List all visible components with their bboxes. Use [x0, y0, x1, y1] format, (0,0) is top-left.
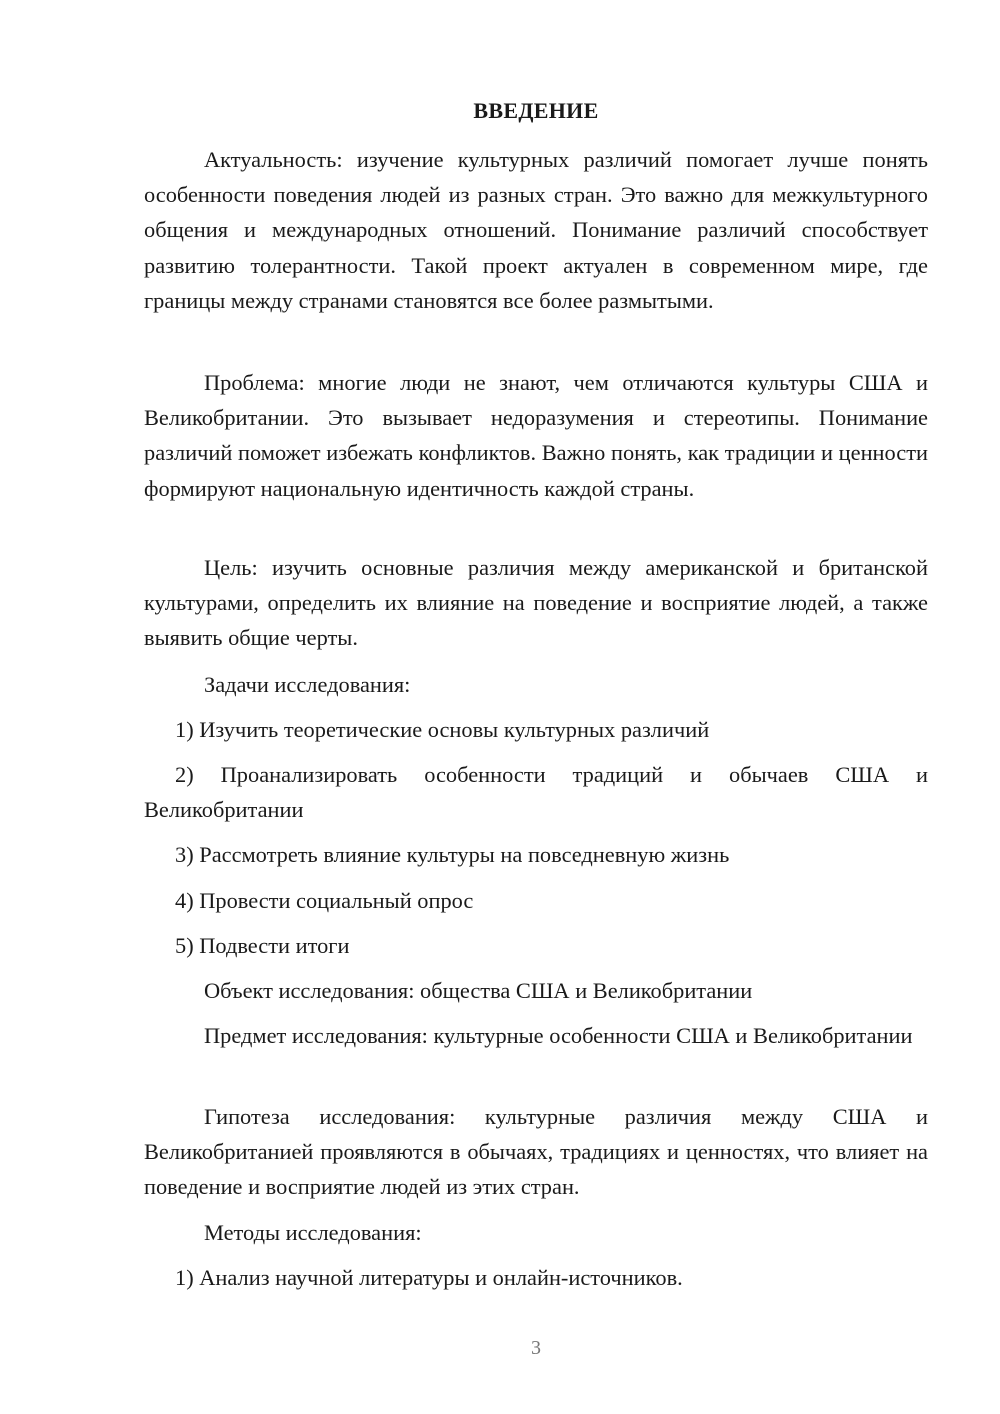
problem-paragraph: Проблема: многие люди не знают, чем отличаются культуры США и Великобритании. Это вызывает недоразумения и стереотипы. Понимание различий поможет избежать конфликтов. Важно понять, как традиции и ценности формируют национальную идентичность каждой страны. — [144, 370, 928, 501]
page-number: 3 — [531, 1337, 541, 1359]
subject-paragraph: Предмет исследования: культурные особенности США и Великобритании — [204, 1023, 913, 1048]
section-title: ВВЕДЕНИЕ — [473, 98, 599, 123]
tasks-heading: Задачи исследования: — [204, 672, 411, 697]
task-item: 3) Рассмотреть влияние культуры на повседневную жизнь — [175, 842, 730, 867]
task-item: 5) Подвести итоги — [175, 933, 350, 958]
methods-heading: Методы исследования: — [204, 1220, 422, 1245]
task-item: 4) Провести социальный опрос — [175, 888, 474, 913]
task-item: 1) Изучить теоретические основы культурных различий — [175, 717, 710, 742]
method-item: 1) Анализ научной литературы и онлайн-источников. — [175, 1265, 683, 1290]
hypothesis-paragraph: Гипотеза исследования: культурные различия между США и Великобританией проявляются в обычаях, традициях и ценностях, что влияет на поведение и восприятие людей из этих стран. — [144, 1104, 928, 1200]
object-paragraph: Объект исследования: общества США и Великобритании — [204, 978, 753, 1003]
goal-paragraph: Цель: изучить основные различия между американской и британской культурами, определить их влияние на поведение и восприятие людей, а также выявить общие черты. — [144, 555, 928, 651]
document-page — [144, 0, 928, 1414]
task-item: 2) Проанализировать особенности традиций и обычаев США и Великобритании — [144, 762, 928, 823]
relevance-paragraph: Актуальность: изучение культурных различий помогает лучше понять особенности поведения людей из разных стран. Это важно для межкультурного общения и международных отношений. Понимание различий способствует развитию толерантности. Такой проект актуален в современном мире, где границы между странами становятся все более размытыми. — [144, 147, 928, 313]
